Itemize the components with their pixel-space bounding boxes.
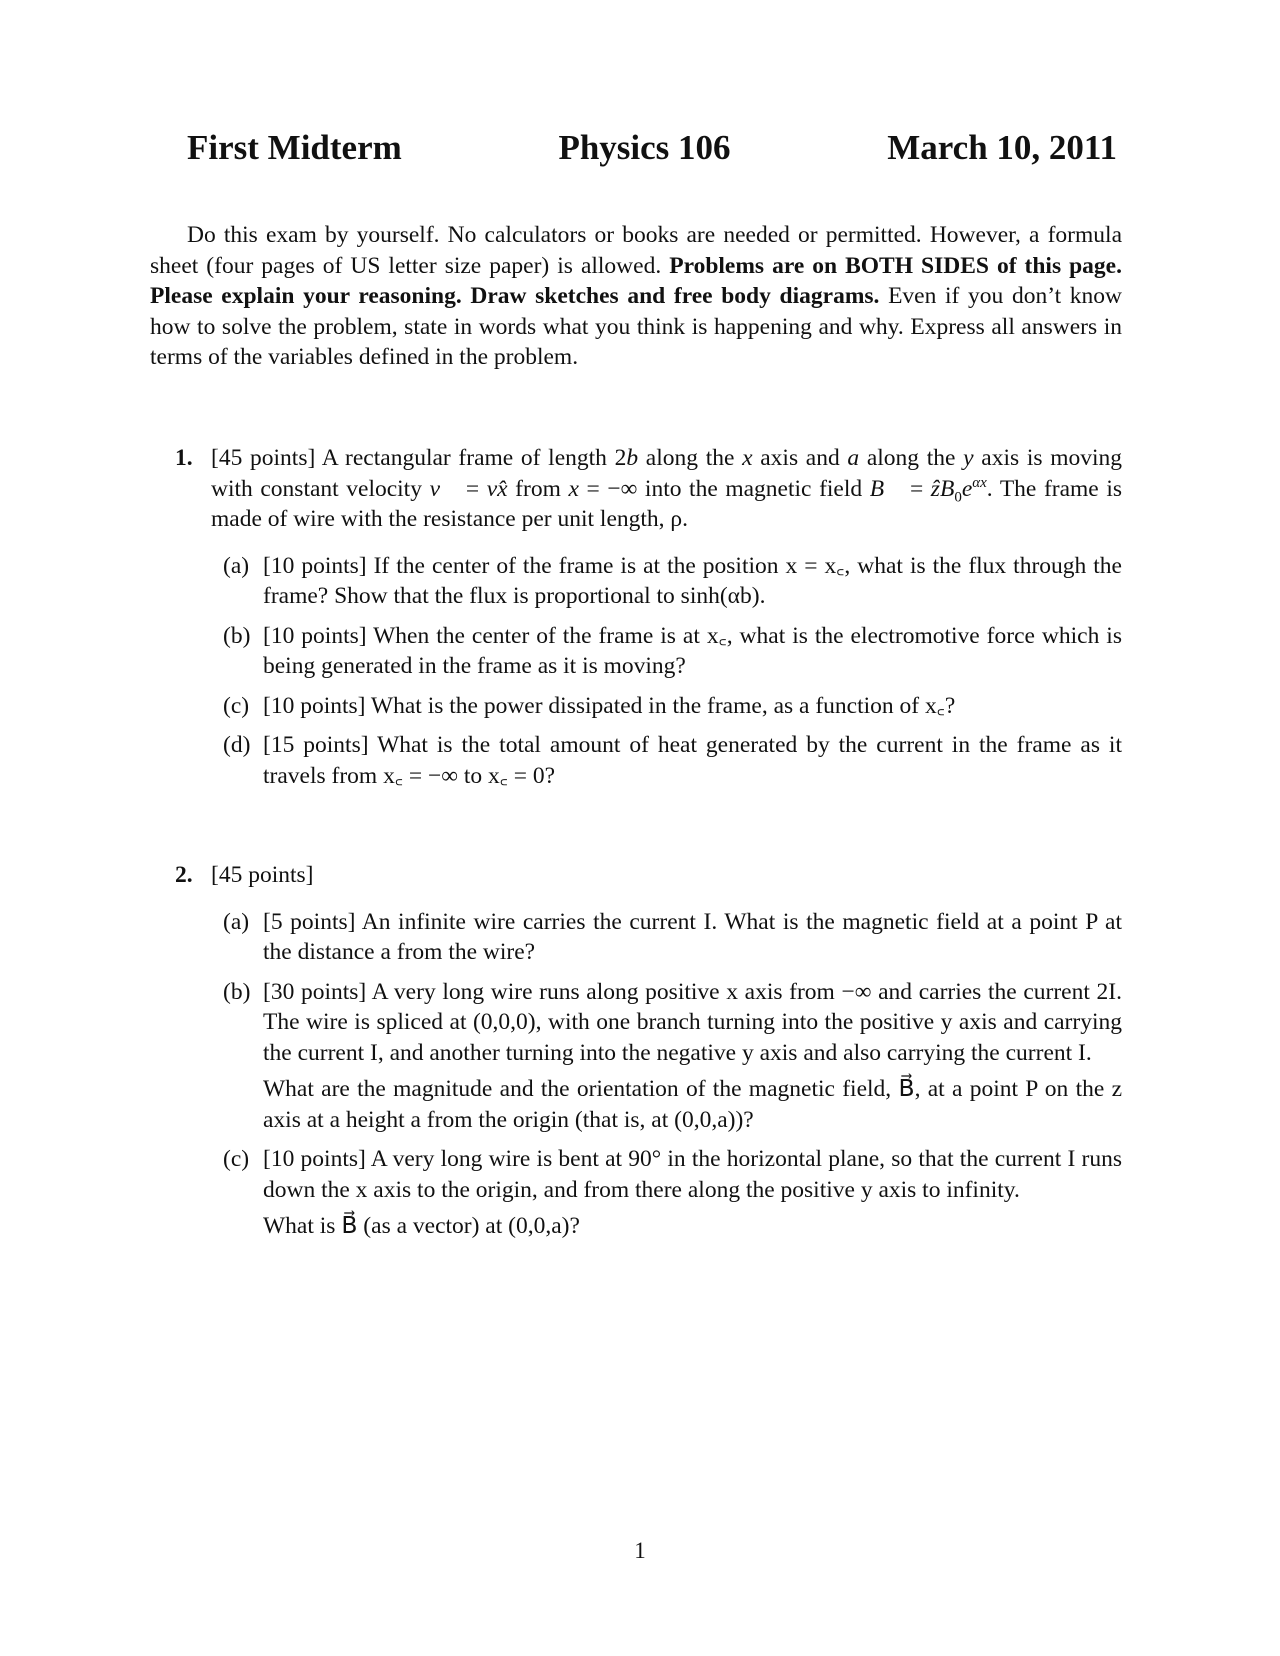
problem-1-parts [223,551,1122,792]
exam-date: March 10, 2011 [887,128,1117,167]
problem-2-part-a [223,907,1122,968]
part-label: (d) [223,732,251,758]
text: . The frame is made of wire with the resistance per unit length, ρ. [211,475,1122,532]
math: v [486,475,498,502]
part-text: [10 points] When the center of the frame is at x꜀, what is the electromotive force which is being generated in the frame as it is moving? [263,622,1122,679]
math: a [847,445,860,471]
problem-points: [45 points] [211,445,316,471]
part-text-continued: What is B⃗ (as a vector) at (0,0,a)? [263,1213,580,1239]
part-label: (b) [223,622,251,649]
problem-2-part-c [223,1144,1122,1242]
part-text-continued: What are the magnitude and the orientation of the magnetic field, B⃗, at a point P on the z axis at a height a from the origin (that is, at (0,0,a))? [263,1076,1122,1133]
problem-2-parts [223,907,1122,1242]
course-name: Physics 106 [558,128,731,167]
part-text: [15 points] What is the total amount of heat generated by the current in the frame as it travels from x꜀ = −∞ to x꜀ = 0? [263,732,1122,789]
problem-number: 2. [175,862,193,888]
math: e [961,475,973,502]
part-label: (a) [223,908,250,935]
math: ẑ [930,475,940,502]
page-number: 1 [634,1538,646,1563]
text: = −∞ into the magnetic field [578,475,870,502]
part-text: [10 points] A very long wire is bent at 90° in the horizontal plane, so that the current I runs down the x axis to the origin, and from there along the positive y axis to infinity. [263,1146,1122,1203]
text: = [902,475,931,502]
math: x̂ [497,475,508,502]
math: x [742,445,753,471]
problem-2-part-b [223,977,1122,1136]
instructions-text-1: Do this exam by yourself. No calculators or books are needed or permitted. However, a formula sheet (four pages of US letter size paper) is allowed. [150,222,1122,279]
part-text: [30 points] A very long wire runs along positive x axis from −∞ and carries the current 2I. The wire is spliced at (0,0,0), with one branch turning into the positive y axis and carrying the current I, and another turning into the negative y axis and also carrying the current I. [263,978,1122,1066]
part-label: (b) [223,978,251,1005]
text: axis and [752,445,848,471]
text: along the [859,445,964,471]
problem-1-part-c [223,691,1122,722]
math: v⃗ [429,475,459,502]
exam-header [187,128,1117,178]
part-text: [10 points] If the center of the frame is at the position x = x꜀, what is the flux through the frame? Show that the flux is proportional to sinh(αb). [263,552,1122,609]
text: A rectangular frame of length 2 [315,445,627,471]
problem-number: 1. [175,445,193,471]
problem-2 [175,860,1122,1251]
instructions [150,220,1122,373]
math: αx [972,474,987,491]
part-text: [5 points] An infinite wire carries the current I. What is the magnetic field at a point P at the distance a from the wire? [263,908,1122,965]
math: y [963,445,974,471]
part-label: (a) [223,552,250,579]
part-label: (c) [223,692,250,719]
problem-points: [45 points] [211,862,314,888]
problem-1-part-b [223,621,1122,682]
math: B⃗ [869,475,903,502]
text: axis is moving with constant velocity [211,445,1123,502]
part-text: [10 points] What is the power dissipated in the frame, as a function of x꜀? [263,692,956,719]
exam-title: First Midterm [187,128,402,167]
text: from [507,475,569,502]
instructions-text-2: Even if you don’t know how to solve the problem, state in words what you think is happening and why. Express all answers in terms of the variables defined in the problem. [150,283,1123,370]
math: 0 [954,489,962,506]
problem-1 [175,443,1122,800]
problem-statement [211,860,1122,891]
text: along the [638,445,743,471]
problem-1-part-d [223,730,1122,791]
math: B [939,475,955,502]
text: = [458,475,487,502]
problem-statement [211,443,1122,535]
instructions-bold: Problems are on BOTH SIDES of this page. Please explain your reasoning. Draw sketches and free body diagrams. [150,252,1122,309]
math: x [568,475,579,502]
part-label: (c) [223,1146,250,1172]
problem-1-part-a [223,551,1122,612]
math: b [626,445,639,471]
